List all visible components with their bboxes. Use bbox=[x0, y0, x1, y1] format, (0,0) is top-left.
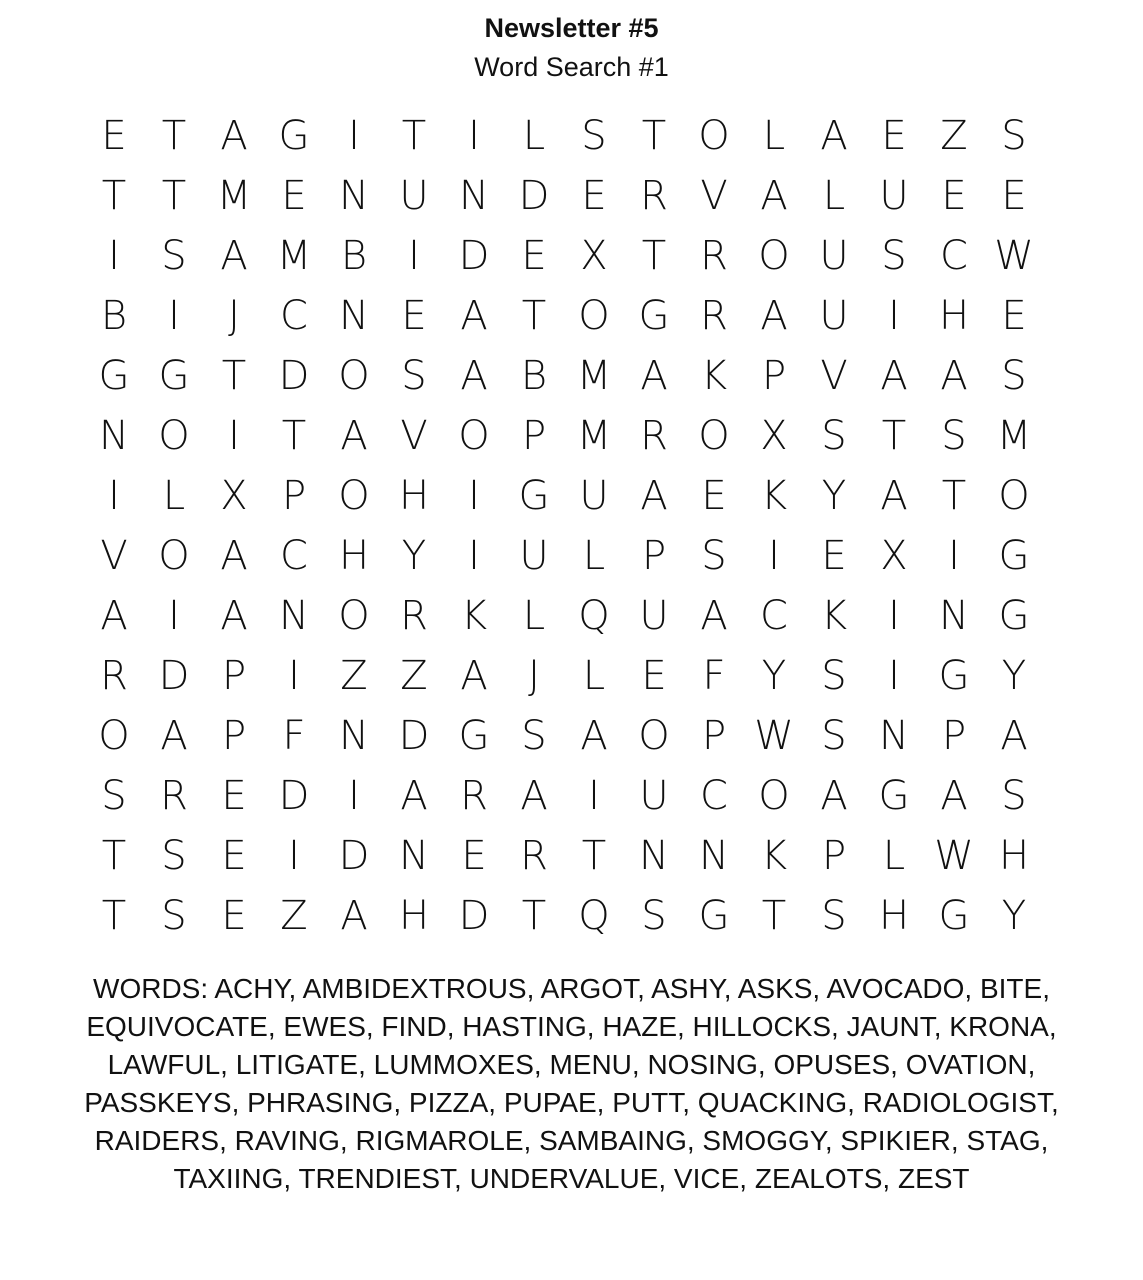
grid-cell[interactable]: L bbox=[522, 593, 546, 639]
grid-cell[interactable]: U bbox=[639, 773, 669, 819]
grid-cell[interactable]: O bbox=[578, 293, 610, 339]
grid-cell[interactable]: G bbox=[938, 653, 970, 699]
page-subtitle: Word Search #1 bbox=[474, 52, 669, 82]
grid-cell[interactable]: Y bbox=[821, 473, 847, 519]
grid-cell[interactable]: S bbox=[1001, 113, 1027, 159]
grid-cell[interactable]: D bbox=[458, 893, 490, 939]
grid-cell[interactable]: K bbox=[820, 593, 848, 639]
grid-cell[interactable]: W bbox=[934, 833, 974, 879]
grid-cell[interactable]: N bbox=[339, 293, 369, 339]
grid-cell[interactable]: P bbox=[221, 713, 247, 759]
grid-cell[interactable]: A bbox=[520, 773, 548, 819]
grid-cell[interactable]: P bbox=[941, 713, 967, 759]
grid-cell[interactable]: A bbox=[460, 293, 488, 339]
grid-cell[interactable]: S bbox=[1001, 773, 1027, 819]
grid-cell[interactable]: G bbox=[998, 593, 1030, 639]
grid-cell[interactable]: L bbox=[582, 653, 606, 699]
grid-cell[interactable]: E bbox=[221, 833, 247, 879]
grid-cell[interactable]: O bbox=[758, 233, 790, 279]
grid-cell[interactable]: D bbox=[398, 713, 430, 759]
grid-cell[interactable]: K bbox=[760, 833, 788, 879]
grid-cell[interactable]: O bbox=[158, 533, 190, 579]
grid-cell[interactable]: A bbox=[640, 473, 668, 519]
grid-cell[interactable]: F bbox=[702, 653, 726, 699]
grid-cell[interactable]: S bbox=[821, 413, 847, 459]
grid-cell[interactable]: D bbox=[338, 833, 370, 879]
grid-cell[interactable]: W bbox=[994, 233, 1034, 279]
grid-cell[interactable]: M bbox=[216, 173, 252, 219]
grid-cell[interactable]: F bbox=[282, 713, 306, 759]
page-title: Newsletter #5 bbox=[484, 13, 659, 43]
word-list: WORDS: ACHY, AMBIDEXTROUS, ARGOT, ASHY, ASKS, AVOCADO, BITE, EQUIVOCATE, EWES, FIND, HASTING, HAZE, HILLOCKS, JAUNT, KRONA, LAWFUL, LITIGATE, LUMMOXES, MENU, NOSING, OPUSES, OVATION, PASSKEYS, PHRASING, PIZZA, PUPAE, PUTT, QUACKING, RADIOLOGIST, RAIDERS, RAVING, RIGMAROLE, SAMBAING, SMOGGY, SPIKIER, STAG, TAXIING, TRENDIEST, UNDERVALUE, VICE, ZEALOTS, ZEST bbox=[84, 973, 1059, 1194]
grid-cell[interactable]: G bbox=[878, 773, 910, 819]
grid-cell[interactable]: I bbox=[888, 293, 900, 339]
grid-cell[interactable]: E bbox=[1001, 173, 1027, 219]
grid-cell[interactable]: D bbox=[158, 653, 190, 699]
grid-cell[interactable]: A bbox=[760, 293, 788, 339]
grid-cell[interactable]: I bbox=[888, 593, 900, 639]
grid-cell[interactable]: L bbox=[162, 473, 186, 519]
grid-cell[interactable]: A bbox=[940, 353, 968, 399]
grid-cell[interactable]: O bbox=[698, 113, 730, 159]
grid-cell[interactable]: T bbox=[161, 113, 187, 159]
grid-row bbox=[84, 586, 1044, 646]
grid-cell[interactable]: M bbox=[576, 353, 612, 399]
grid-cell[interactable]: A bbox=[220, 233, 248, 279]
grid-cell[interactable]: P bbox=[821, 833, 847, 879]
grid-cell[interactable]: S bbox=[401, 353, 427, 399]
grid-cell[interactable]: U bbox=[819, 233, 849, 279]
grid-cell[interactable]: G bbox=[638, 293, 670, 339]
grid-cell[interactable]: X bbox=[760, 413, 788, 459]
grid-cell[interactable]: D bbox=[518, 173, 550, 219]
grid-cell[interactable]: O bbox=[98, 713, 130, 759]
grid-cell[interactable]: H bbox=[998, 833, 1030, 879]
grid-cell[interactable]: C bbox=[760, 593, 788, 639]
grid-cell[interactable]: E bbox=[581, 173, 607, 219]
grid-row bbox=[84, 286, 1044, 346]
grid-cell[interactable]: P bbox=[641, 533, 667, 579]
grid-cell[interactable]: S bbox=[581, 113, 607, 159]
grid-cell[interactable]: N bbox=[879, 713, 909, 759]
grid-cell[interactable]: E bbox=[461, 833, 487, 879]
grid-cell[interactable]: N bbox=[339, 173, 369, 219]
grid-cell[interactable]: T bbox=[281, 413, 307, 459]
grid-cell[interactable]: A bbox=[160, 713, 188, 759]
grid-cell[interactable]: B bbox=[340, 233, 368, 279]
grid-cell[interactable]: S bbox=[521, 713, 547, 759]
grid-cell[interactable]: N bbox=[699, 833, 729, 879]
grid-row bbox=[84, 706, 1044, 766]
grid-cell[interactable]: U bbox=[399, 173, 429, 219]
grid-cell[interactable]: C bbox=[280, 533, 308, 579]
grid-cell[interactable]: B bbox=[520, 353, 548, 399]
grid-cell[interactable]: I bbox=[288, 653, 300, 699]
grid-cell[interactable]: Z bbox=[940, 113, 968, 159]
grid-cell[interactable]: S bbox=[1001, 353, 1027, 399]
grid-cell[interactable]: O bbox=[638, 713, 670, 759]
grid-cell[interactable]: T bbox=[641, 113, 667, 159]
grid-cell[interactable]: D bbox=[278, 773, 310, 819]
grid-cell[interactable]: P bbox=[701, 713, 727, 759]
grid-cell[interactable]: H bbox=[398, 473, 430, 519]
grid-cell[interactable]: U bbox=[579, 473, 609, 519]
grid-row bbox=[84, 106, 1044, 166]
grid-cell[interactable]: A bbox=[760, 173, 788, 219]
grid-cell[interactable]: Y bbox=[1001, 893, 1027, 939]
grid-cell[interactable]: E bbox=[941, 173, 967, 219]
grid-cell[interactable]: V bbox=[100, 533, 128, 579]
grid-cell[interactable]: X bbox=[220, 473, 248, 519]
grid-cell[interactable]: I bbox=[948, 533, 960, 579]
grid-cell[interactable]: R bbox=[460, 773, 488, 819]
grid-cell[interactable]: E bbox=[821, 533, 847, 579]
grid-cell[interactable]: Z bbox=[280, 893, 308, 939]
grid-cell[interactable]: I bbox=[408, 233, 420, 279]
grid-cell[interactable]: O bbox=[338, 593, 370, 639]
grid-cell[interactable]: A bbox=[460, 353, 488, 399]
grid-cell[interactable]: O bbox=[758, 773, 790, 819]
grid-cell[interactable]: I bbox=[228, 413, 240, 459]
grid-cell[interactable]: A bbox=[820, 773, 848, 819]
grid-cell[interactable]: P bbox=[221, 653, 247, 699]
grid-cell[interactable]: S bbox=[821, 653, 847, 699]
grid-cell[interactable]: G bbox=[158, 353, 190, 399]
grid-cell[interactable]: S bbox=[101, 773, 127, 819]
grid-cell[interactable]: A bbox=[1000, 713, 1028, 759]
grid-cell[interactable]: I bbox=[468, 533, 480, 579]
grid-cell[interactable]: N bbox=[399, 833, 429, 879]
grid-cell[interactable]: E bbox=[521, 233, 547, 279]
grid-row bbox=[84, 166, 1044, 226]
grid-cell[interactable]: I bbox=[168, 293, 180, 339]
grid-cell[interactable]: A bbox=[100, 593, 128, 639]
grid-cell[interactable]: S bbox=[941, 413, 967, 459]
grid-cell[interactable]: N bbox=[639, 833, 669, 879]
grid-cell[interactable]: H bbox=[878, 893, 910, 939]
grid-cell[interactable]: O bbox=[458, 413, 490, 459]
grid-cell[interactable]: P bbox=[521, 413, 547, 459]
grid-cell[interactable]: X bbox=[580, 233, 608, 279]
grid-cell[interactable]: S bbox=[821, 713, 847, 759]
grid-cell[interactable]: S bbox=[641, 893, 667, 939]
letter-grid bbox=[84, 106, 1044, 946]
grid-cell[interactable]: S bbox=[161, 893, 187, 939]
grid-cell[interactable]: T bbox=[941, 473, 967, 519]
grid-cell[interactable]: L bbox=[762, 113, 786, 159]
grid-cell[interactable]: L bbox=[882, 833, 906, 879]
grid-cell[interactable]: E bbox=[1001, 293, 1027, 339]
grid-cell[interactable]: G bbox=[458, 713, 490, 759]
grid-cell[interactable]: Y bbox=[761, 653, 787, 699]
grid-cell[interactable]: U bbox=[639, 593, 669, 639]
grid-cell[interactable]: U bbox=[879, 173, 909, 219]
grid-cell[interactable]: K bbox=[460, 593, 488, 639]
grid-cell[interactable]: T bbox=[101, 173, 127, 219]
grid-cell[interactable]: N bbox=[939, 593, 969, 639]
grid-cell[interactable]: G bbox=[518, 473, 550, 519]
grid-cell[interactable]: I bbox=[108, 233, 120, 279]
grid-cell[interactable]: E bbox=[401, 293, 427, 339]
grid-cell[interactable]: C bbox=[940, 233, 968, 279]
grid-cell[interactable]: U bbox=[819, 293, 849, 339]
grid-cell[interactable]: B bbox=[100, 293, 128, 339]
grid-cell[interactable]: R bbox=[700, 233, 728, 279]
grid-cell[interactable]: I bbox=[468, 473, 480, 519]
grid-cell[interactable]: T bbox=[881, 413, 907, 459]
grid-row bbox=[84, 526, 1044, 586]
grid-cell[interactable]: L bbox=[582, 533, 606, 579]
grid-cell[interactable]: C bbox=[280, 293, 308, 339]
grid-cell[interactable]: T bbox=[761, 893, 787, 939]
grid-cell[interactable]: Z bbox=[400, 653, 428, 699]
grid-cell[interactable]: A bbox=[640, 353, 668, 399]
grid-cell[interactable]: W bbox=[754, 713, 794, 759]
grid-cell[interactable]: R bbox=[520, 833, 548, 879]
grid-cell[interactable]: A bbox=[220, 113, 248, 159]
grid-cell[interactable]: N bbox=[459, 173, 489, 219]
grid-cell[interactable]: Q bbox=[578, 593, 610, 639]
grid-cell[interactable]: Z bbox=[340, 653, 368, 699]
grid-cell[interactable]: O bbox=[698, 413, 730, 459]
grid-cell[interactable]: E bbox=[101, 113, 127, 159]
grid-cell[interactable]: J bbox=[228, 293, 240, 339]
grid-cell[interactable]: M bbox=[276, 233, 312, 279]
grid-cell[interactable]: T bbox=[641, 233, 667, 279]
grid-cell[interactable]: D bbox=[278, 353, 310, 399]
grid-cell[interactable]: R bbox=[700, 293, 728, 339]
grid-cell[interactable]: N bbox=[99, 413, 129, 459]
grid-cell[interactable]: E bbox=[221, 773, 247, 819]
grid-cell[interactable]: X bbox=[880, 533, 908, 579]
grid-cell[interactable]: A bbox=[580, 713, 608, 759]
grid-cell[interactable]: S bbox=[161, 833, 187, 879]
grid-cell[interactable]: A bbox=[340, 893, 368, 939]
grid-cell[interactable]: Y bbox=[401, 533, 427, 579]
grid-cell[interactable]: P bbox=[761, 353, 787, 399]
grid-cell[interactable]: O bbox=[158, 413, 190, 459]
grid-cell[interactable]: T bbox=[581, 833, 607, 879]
grid-cell[interactable]: S bbox=[161, 233, 187, 279]
grid-cell[interactable]: Y bbox=[1001, 653, 1027, 699]
grid-cell[interactable]: A bbox=[880, 353, 908, 399]
grid-cell[interactable]: V bbox=[400, 413, 428, 459]
grid-cell[interactable]: M bbox=[996, 413, 1032, 459]
grid-cell[interactable]: O bbox=[338, 353, 370, 399]
grid-cell[interactable]: K bbox=[700, 353, 728, 399]
grid-cell[interactable]: T bbox=[521, 293, 547, 339]
grid-cell[interactable]: G bbox=[998, 533, 1030, 579]
grid-cell[interactable]: J bbox=[528, 653, 540, 699]
grid-cell[interactable]: G bbox=[98, 353, 130, 399]
grid-cell[interactable]: R bbox=[100, 653, 128, 699]
grid-cell[interactable]: I bbox=[768, 533, 780, 579]
grid-cell[interactable]: A bbox=[340, 413, 368, 459]
grid-cell[interactable]: I bbox=[888, 653, 900, 699]
grid-cell[interactable]: T bbox=[221, 353, 247, 399]
grid-row bbox=[84, 766, 1044, 826]
grid-cell[interactable]: Q bbox=[578, 893, 610, 939]
grid-cell[interactable]: O bbox=[998, 473, 1030, 519]
grid-cell[interactable]: E bbox=[281, 173, 307, 219]
grid-row bbox=[84, 406, 1044, 466]
grid-cell[interactable]: S bbox=[701, 533, 727, 579]
grid-cell[interactable]: T bbox=[521, 893, 547, 939]
grid-cell[interactable]: A bbox=[880, 473, 908, 519]
grid-cell[interactable]: I bbox=[588, 773, 600, 819]
grid-cell[interactable]: T bbox=[101, 833, 127, 879]
grid-cell[interactable]: V bbox=[820, 353, 848, 399]
grid-cell[interactable]: I bbox=[108, 473, 120, 519]
grid-cell[interactable]: A bbox=[220, 533, 248, 579]
grid-cell[interactable]: N bbox=[339, 713, 369, 759]
grid-row bbox=[84, 226, 1044, 286]
grid-cell[interactable]: R bbox=[640, 173, 668, 219]
grid-cell[interactable]: C bbox=[700, 773, 728, 819]
grid-cell[interactable]: A bbox=[700, 593, 728, 639]
grid-cell[interactable]: K bbox=[760, 473, 788, 519]
grid-cell[interactable]: I bbox=[348, 113, 360, 159]
grid-cell[interactable]: M bbox=[576, 413, 612, 459]
grid-row bbox=[84, 646, 1044, 706]
grid-cell[interactable]: P bbox=[281, 473, 307, 519]
grid-cell[interactable]: E bbox=[701, 473, 727, 519]
grid-cell[interactable]: A bbox=[460, 653, 488, 699]
grid-cell[interactable]: E bbox=[881, 113, 907, 159]
grid-cell[interactable]: I bbox=[288, 833, 300, 879]
grid-cell[interactable]: I bbox=[168, 593, 180, 639]
grid-cell[interactable]: R bbox=[160, 773, 188, 819]
grid-cell[interactable]: G bbox=[698, 893, 730, 939]
grid-cell[interactable]: V bbox=[700, 173, 728, 219]
grid-cell[interactable]: T bbox=[161, 173, 187, 219]
grid-cell[interactable]: I bbox=[348, 773, 360, 819]
grid-cell[interactable]: A bbox=[940, 773, 968, 819]
grid-cell[interactable]: L bbox=[522, 113, 546, 159]
grid-row bbox=[84, 346, 1044, 406]
grid-cell[interactable]: H bbox=[398, 893, 430, 939]
grid-cell[interactable]: R bbox=[400, 593, 428, 639]
grid-cell[interactable]: E bbox=[641, 653, 667, 699]
grid-cell[interactable]: A bbox=[220, 593, 248, 639]
grid-cell[interactable]: R bbox=[640, 413, 668, 459]
grid-cell[interactable]: G bbox=[278, 113, 310, 159]
grid-cell[interactable]: N bbox=[279, 593, 309, 639]
grid-cell[interactable]: T bbox=[101, 893, 127, 939]
grid-cell[interactable]: T bbox=[401, 113, 427, 159]
grid-cell[interactable]: O bbox=[338, 473, 370, 519]
grid-cell[interactable]: S bbox=[881, 233, 907, 279]
grid-cell[interactable]: D bbox=[458, 233, 490, 279]
grid-row bbox=[84, 886, 1044, 946]
grid-cell[interactable]: S bbox=[821, 893, 847, 939]
grid-cell[interactable]: A bbox=[400, 773, 428, 819]
grid-cell[interactable]: U bbox=[519, 533, 549, 579]
grid-row bbox=[84, 826, 1044, 886]
grid-cell[interactable]: L bbox=[822, 173, 846, 219]
grid-cell[interactable]: E bbox=[221, 893, 247, 939]
grid-cell[interactable]: I bbox=[468, 113, 480, 159]
grid-row bbox=[84, 466, 1044, 526]
grid-cell[interactable]: H bbox=[338, 533, 370, 579]
grid-cell[interactable]: G bbox=[938, 893, 970, 939]
grid-cell[interactable]: H bbox=[938, 293, 970, 339]
grid-cell[interactable]: A bbox=[820, 113, 848, 159]
